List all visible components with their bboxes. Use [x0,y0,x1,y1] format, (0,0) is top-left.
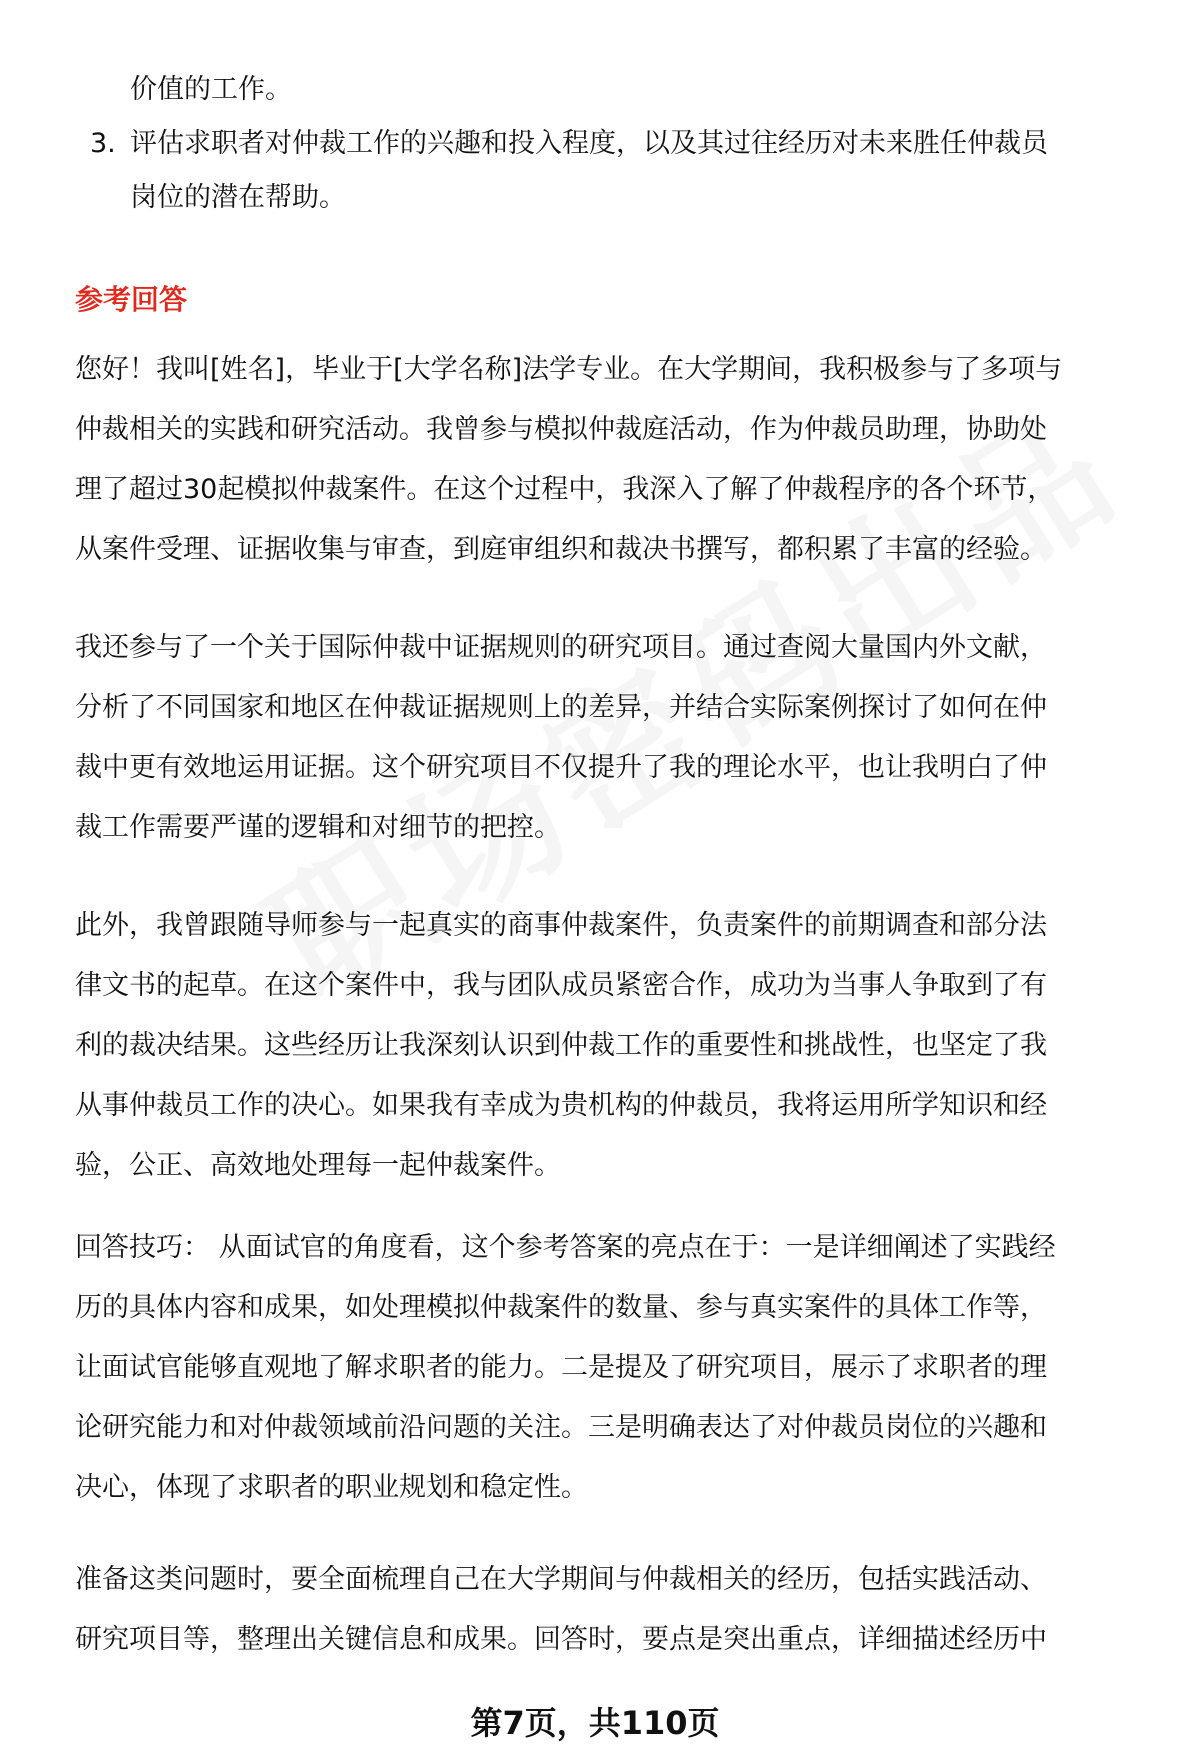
para1-line: 理了超过30起模拟仲裁案件。在这个过程中，我深入了解了仲裁程序的各个环节， [75,474,1055,505]
para3-line: 从事仲裁员工作的决心。如果我有幸成为贵机构的仲裁员，我将运用所学知识和经 [75,1090,1047,1121]
para2-line: 裁工作需要严谨的逻辑和对细节的把控。 [75,812,561,843]
para5-line: 准备这类问题时，要全面梳理自己在大学期间与仲裁相关的经历，包括实践活动、 [75,1564,1047,1595]
para4-line: 论研究能力和对仲裁领域前沿问题的关注。三是明确表达了对仲裁员岗位的兴趣和 [75,1412,1047,1443]
para1-line: 您好！我叫[姓名]，毕业于[大学名称]法学专业。在大学期间，我积极参与了多项与 [75,354,1063,385]
para3-line: 律文书的起草。在这个案件中，我与团队成员紧密合作，成功为当事人争取到了有 [75,970,1047,1001]
list-item-3-line-2: 岗位的潜在帮助。 [130,182,346,213]
watermark [224,487,977,1112]
para4-line: 历的具体内容和成果，如处理模拟仲裁案件的数量、参与真实案件的具体工作等， [75,1292,1047,1323]
para2-line: 我还参与了一个关于国际仲裁中证据规则的研究项目。通过查阅大量国内外文献， [75,632,1047,663]
list-item-number: 3. [90,128,116,159]
para4-line: 让面试官能够直观地了解求职者的能力。二是提及了研究项目，展示了求职者的理 [75,1352,1047,1383]
para4-line: 回答技巧： 从面试官的角度看，这个参考答案的亮点在于：一是详细阐述了实践经 [75,1232,1056,1263]
para4-line: 决心，体现了求职者的职业规划和稳定性。 [75,1472,588,1503]
para2-line: 裁中更有效地运用证据。这个研究项目不仅提升了我的理论水平，也让我明白了仲 [75,752,1047,783]
section-heading: 参考回答 [75,283,188,316]
para1-line: 从案件受理、证据收集与审查，到庭审组织和裁决书撰写，都积累了丰富的经验。 [75,534,1047,565]
list-item-continuation: 价值的工作。 [130,74,292,105]
list-item-3-line-1: 评估求职者对仲裁工作的兴趣和投入程度，以及其过往经历对未来胜任仲裁员 [130,128,1048,159]
para5-line: 研究项目等，整理出关键信息和成果。回答时，要点是突出重点，详细描述经历中 [75,1624,1047,1655]
page-number-footer: 第7页，共110页 [470,1704,720,1742]
para1-line: 仲裁相关的实践和研究活动。我曾参与模拟仲裁庭活动，作为仲裁员助理，协助处 [75,414,1047,445]
para3-line: 利的裁决结果。这些经历让我深刻认识到仲裁工作的重要性和挑战性，也坚定了我 [75,1030,1047,1061]
para3-line: 此外，我曾跟随导师参与一起真实的商事仲裁案件，负责案件的前期调查和部分法 [75,910,1047,941]
para2-line: 分析了不同国家和地区在仲裁证据规则上的差异，并结合实际案例探讨了如何在仲 [75,692,1047,723]
para3-line: 验，公正、高效地处理每一起仲裁案件。 [75,1150,561,1181]
